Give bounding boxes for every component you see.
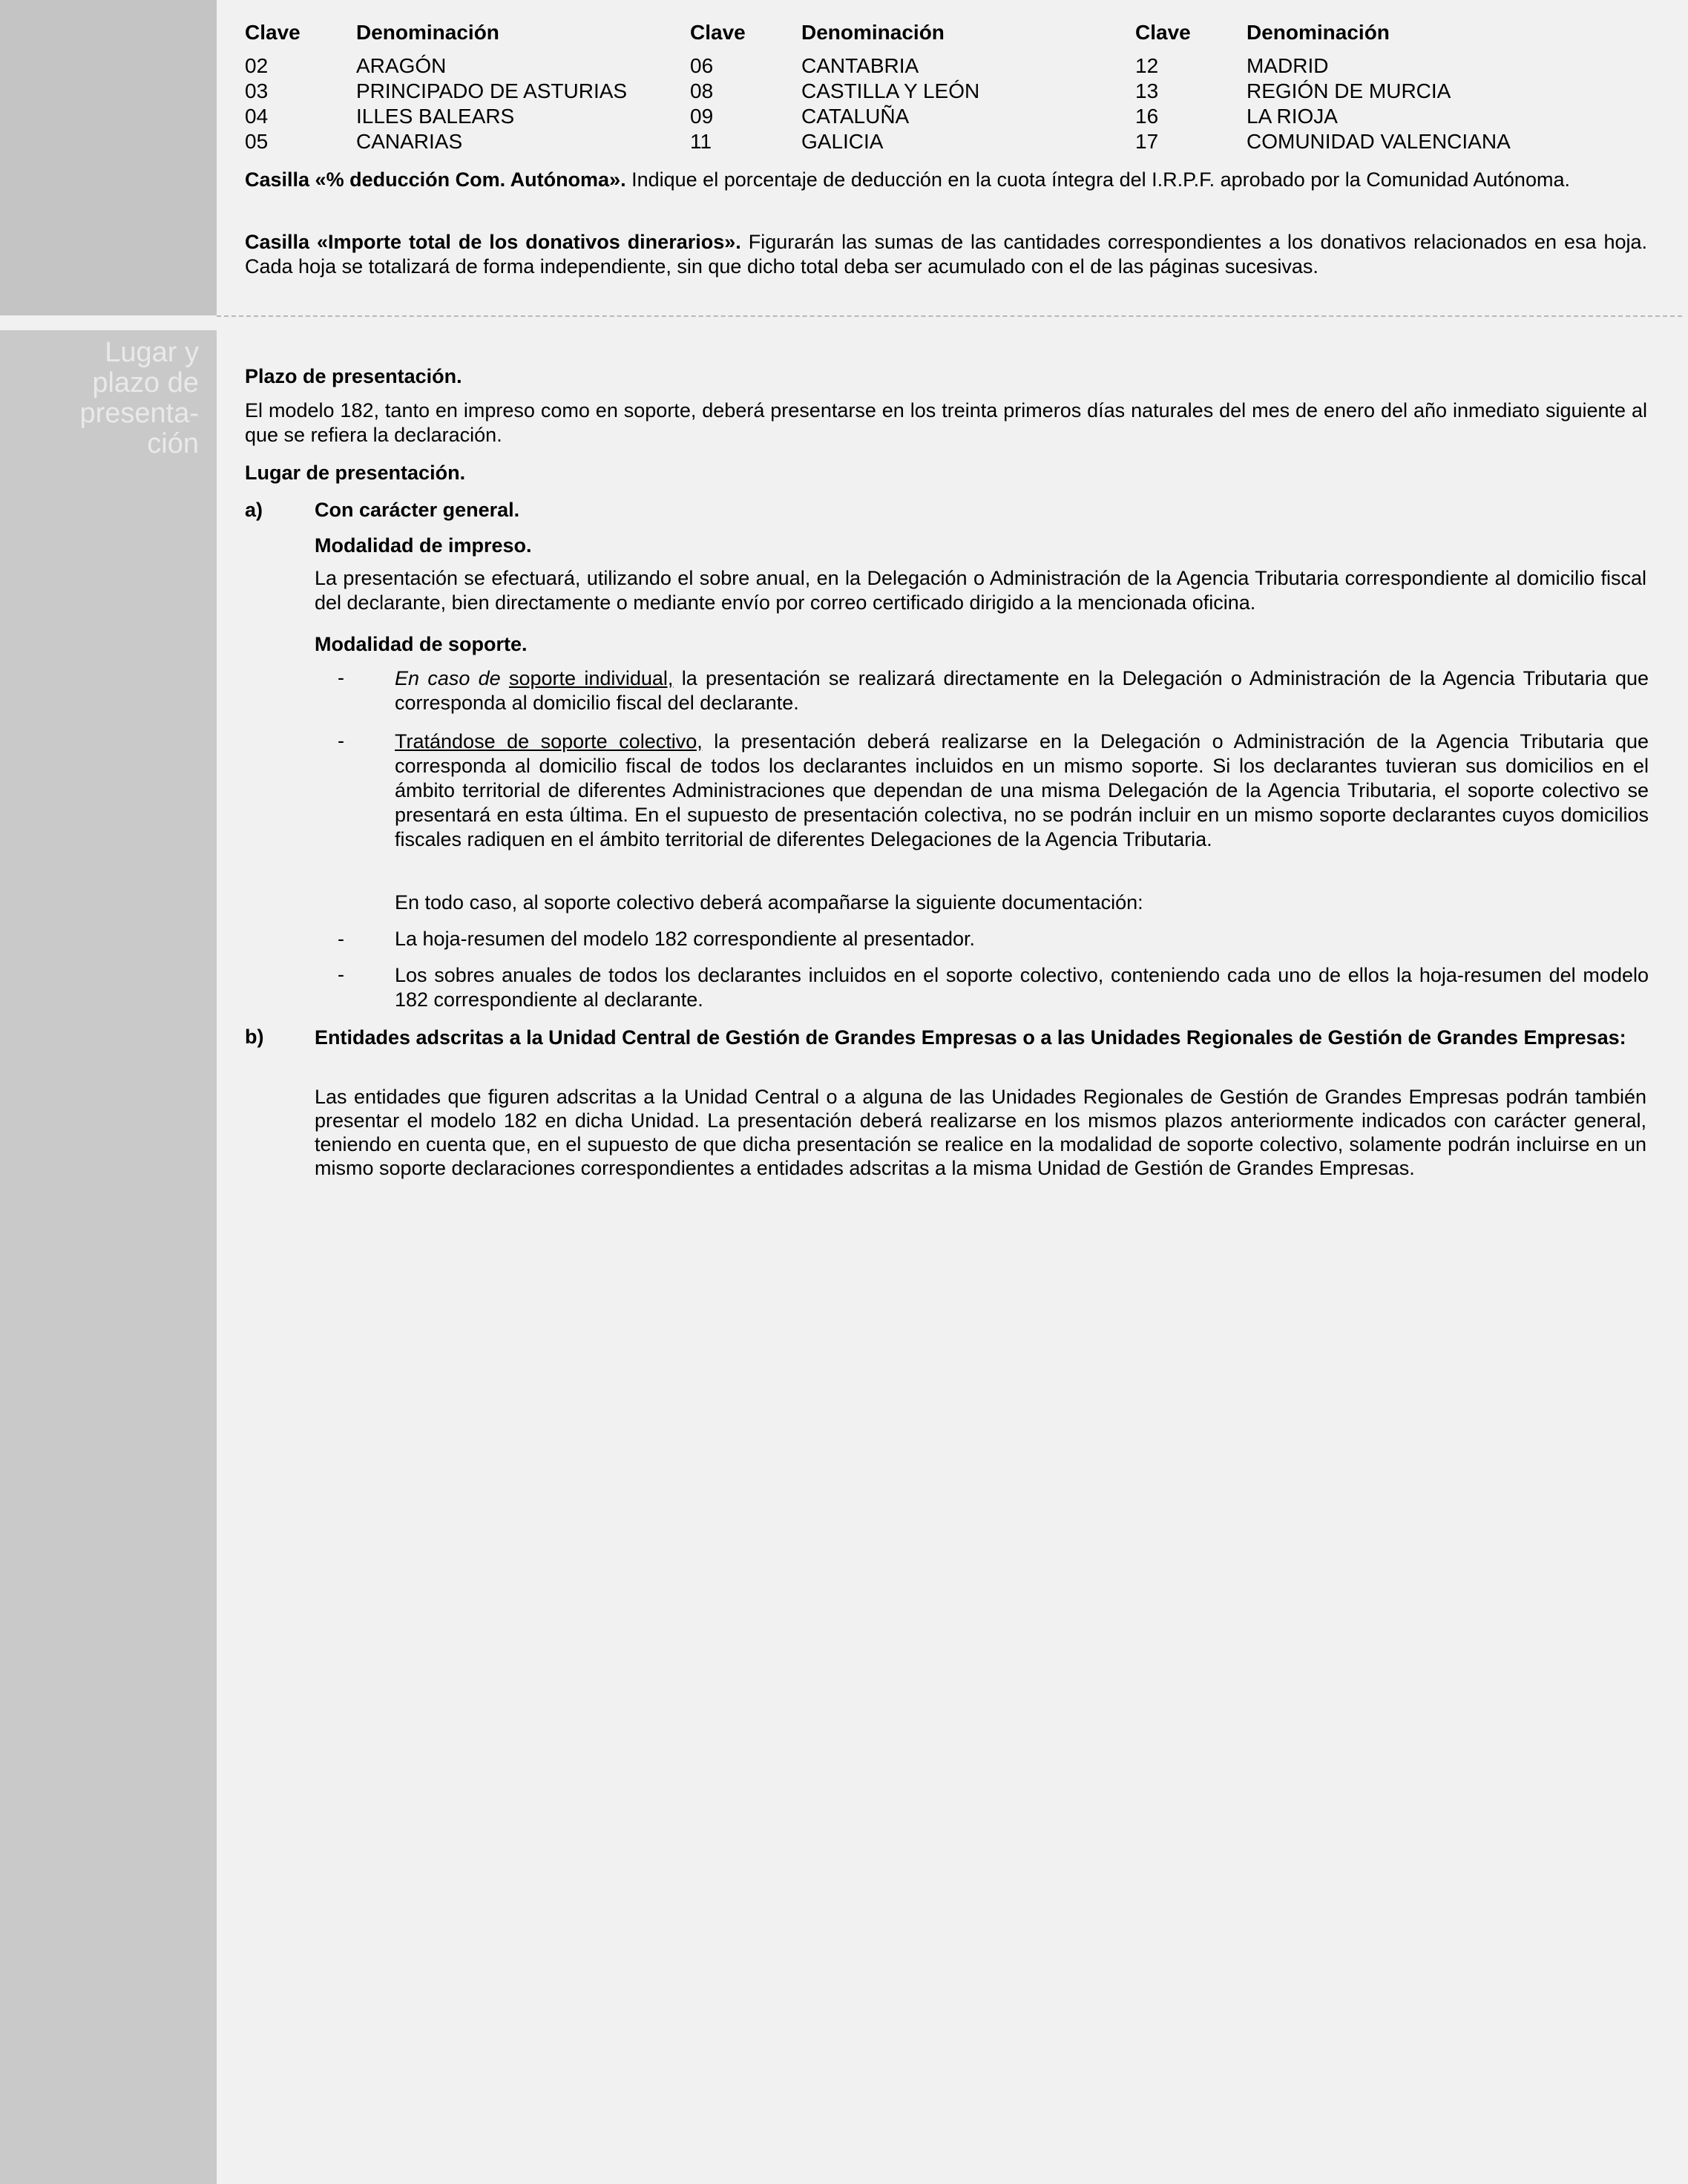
impreso-text: La presentación se efectuará, utilizando el sobre anual, en la Delegación o Administración de la Agencia Tributaria correspondiente al domicilio fiscal del declarante, bien directamente o mediante envío por correo certificado dirigido a la mencionada oficina.	[315, 567, 1646, 614]
column-header: Clave	[690, 21, 746, 44]
b-text: Las entidades que figuren adscritas a la Unidad Central o a alguna de las Unidades Regionales de Gestión de Grandes Empresas podrán también presentar el modelo 182 en dicha Unidad. La presentación deberá realizarse en los mismos plazos anteriormente indicados con carácter general, teniendo en cuenta que, en el supuesto de que dicha presentación se realice en la modalidad de soporte colectivo, solamente podrán incluirse en un mismo soporte declaraciones correspondientes a entidades adscritas a la misma Unidad de Gestión de Grandes Empresas.	[315, 1086, 1646, 1179]
column-header: Denominación	[1247, 21, 1390, 44]
table-cell: 09	[690, 105, 714, 128]
table-cell: 12	[1135, 54, 1159, 77]
casilla-importe-label: Casilla «Importe total de los donativos dinerarios».	[245, 231, 741, 253]
list-dash: -	[338, 928, 344, 950]
table-row	[245, 79, 1580, 104]
doc-item-2: Los sobres anuales de todos los declarantes incluidos en el soporte colectivo, conteniendo cada uno de ellos la hoja-resumen del modelo 182 correspondiente al declarante.	[395, 964, 1649, 1011]
table-row	[245, 129, 1580, 154]
lugar-heading-text: Lugar de presentación.	[245, 462, 466, 484]
table-cell: CATALUÑA	[801, 105, 910, 128]
table-cell: 16	[1135, 105, 1159, 128]
column-header: Denominación	[356, 21, 499, 44]
b-heading	[315, 1026, 1646, 1050]
table-cell: MADRID	[1247, 54, 1329, 77]
list-dash: -	[338, 729, 344, 752]
soporte-individual-item	[395, 666, 1649, 715]
table-cell: 13	[1135, 79, 1159, 102]
soporte-heading	[315, 633, 1646, 656]
marker-b-text: b)	[245, 1026, 264, 1048]
table-cell: COMUNIDAD VALENCIANA	[1247, 130, 1511, 153]
table-cell: LA RIOJA	[1247, 105, 1338, 128]
casilla-importe-text: Figurarán las sumas de las cantidades correspondientes a los donativos relacionados en esa hoja. Cada hoja se totalizará de forma independiente, sin que dicho total deba ser acumulado con el de las páginas sucesivas.	[245, 231, 1648, 278]
table-cell: 02	[245, 54, 269, 77]
section-side-title	[15, 338, 199, 459]
table-cell: REGIÓN DE MURCIA	[1247, 79, 1451, 102]
table-cell: 04	[245, 105, 269, 128]
list-dash: -	[338, 666, 344, 689]
left-margin-band-top	[0, 0, 217, 315]
casilla-deduccion-text: Indique el porcentaje de deducción en la cuota íntegra del I.R.P.F. aprobado por la Comunidad Autónoma.	[625, 168, 1570, 191]
table-cell: CASTILLA Y LEÓN	[801, 79, 980, 102]
casilla-deduccion-paragraph	[245, 168, 1647, 192]
plazo-heading-text: Plazo de presentación.	[245, 365, 462, 387]
table-header-row	[245, 21, 1580, 53]
table-cell: ILLES BALEARS	[356, 105, 515, 128]
impreso-heading	[315, 534, 1646, 557]
table-cell: 08	[690, 79, 714, 102]
casilla-importe-paragraph	[245, 230, 1647, 279]
a-heading-text: Con carácter general.	[315, 499, 520, 521]
individual-underlined: soporte individual,	[508, 667, 674, 689]
table-cell: CANARIAS	[356, 130, 463, 153]
list-dash: -	[338, 963, 344, 986]
left-margin-gap	[0, 315, 217, 330]
doc-item-1: La hoja-resumen del modelo 182 correspondiente al presentador.	[395, 928, 976, 950]
table-row	[245, 53, 1580, 79]
side-title-line: presenta-	[79, 398, 199, 429]
lugar-heading	[245, 462, 1647, 485]
table-cell: 06	[690, 54, 714, 77]
b-heading-text: Entidades adscritas a la Unidad Central de Gestión de Grandes Empresas o a las Unidades Regionales de Gestión de Grandes Empresas:	[315, 1026, 1626, 1049]
colectivo-text: la presentación deberá realizarse en la Delegación o Administración de la Agencia Tributaria que corresponda al domicilio fiscal de todos los declarantes incluidos en un mismo soporte. Si los declarantes tuvieran sus domicilios en el ámbito territorial de diferentes Administraciones que dependan de una misma Delegación de la Agencia Tributaria, el soporte colectivo se presentará en esta última. En el supuesto de presentación colectiva, no se podrán incluir en un mismo soporte declarantes cuyos domicilios fiscales radiquen en el ámbito territorial de diferentes Delegaciones de la Agencia Tributaria.	[395, 730, 1649, 850]
community-codes-table	[245, 21, 1580, 154]
table-cell: 03	[245, 79, 269, 102]
table-row	[245, 104, 1580, 129]
table-cell: PRINCIPADO DE ASTURIAS	[356, 79, 628, 102]
side-title-line: plazo de	[92, 367, 199, 399]
table-cell: 11	[690, 130, 712, 153]
impreso-heading-text: Modalidad de impreso.	[315, 534, 532, 557]
individual-text: la presentación se realizará directamente en la Delegación o Administración de la Agencia Tributaria que corresponda al domicilio fiscal del declarante.	[395, 667, 1649, 714]
a-heading	[315, 499, 1646, 522]
table-cell: ARAGÓN	[356, 54, 447, 77]
en-todo-caso-text: En todo caso, al soporte colectivo deberá acompañarse la siguiente documentación:	[395, 891, 1143, 914]
list-marker-b	[245, 1026, 289, 1049]
soporte-heading-text: Modalidad de soporte.	[315, 633, 528, 655]
plazo-text: El modelo 182, tanto en impreso como en soporte, deberá presentarse en los treinta primeros días naturales del mes de enero del año inmediato siguiente al que se refiera la declaración.	[245, 399, 1647, 446]
colectivo-underlined: Tratándose de soporte colectivo,	[395, 730, 703, 752]
side-title-line: ción	[147, 428, 199, 459]
column-header: Clave	[245, 21, 301, 44]
section-divider	[217, 315, 1682, 317]
marker-a-text: a)	[245, 499, 263, 521]
table-cell: 17	[1135, 130, 1159, 153]
plazo-heading	[245, 365, 1647, 388]
column-header: Clave	[1135, 21, 1191, 44]
list-marker-a	[245, 499, 289, 522]
soporte-colectivo-item	[395, 729, 1649, 852]
individual-lead: En caso de	[395, 667, 501, 689]
column-header: Denominación	[801, 21, 945, 44]
side-title-line: Lugar y	[105, 337, 199, 368]
table-cell: CANTABRIA	[801, 54, 919, 77]
casilla-deduccion-label: Casilla «% deducción Com. Autónoma».	[245, 168, 626, 191]
table-cell: GALICIA	[801, 130, 884, 153]
table-cell: 05	[245, 130, 269, 153]
